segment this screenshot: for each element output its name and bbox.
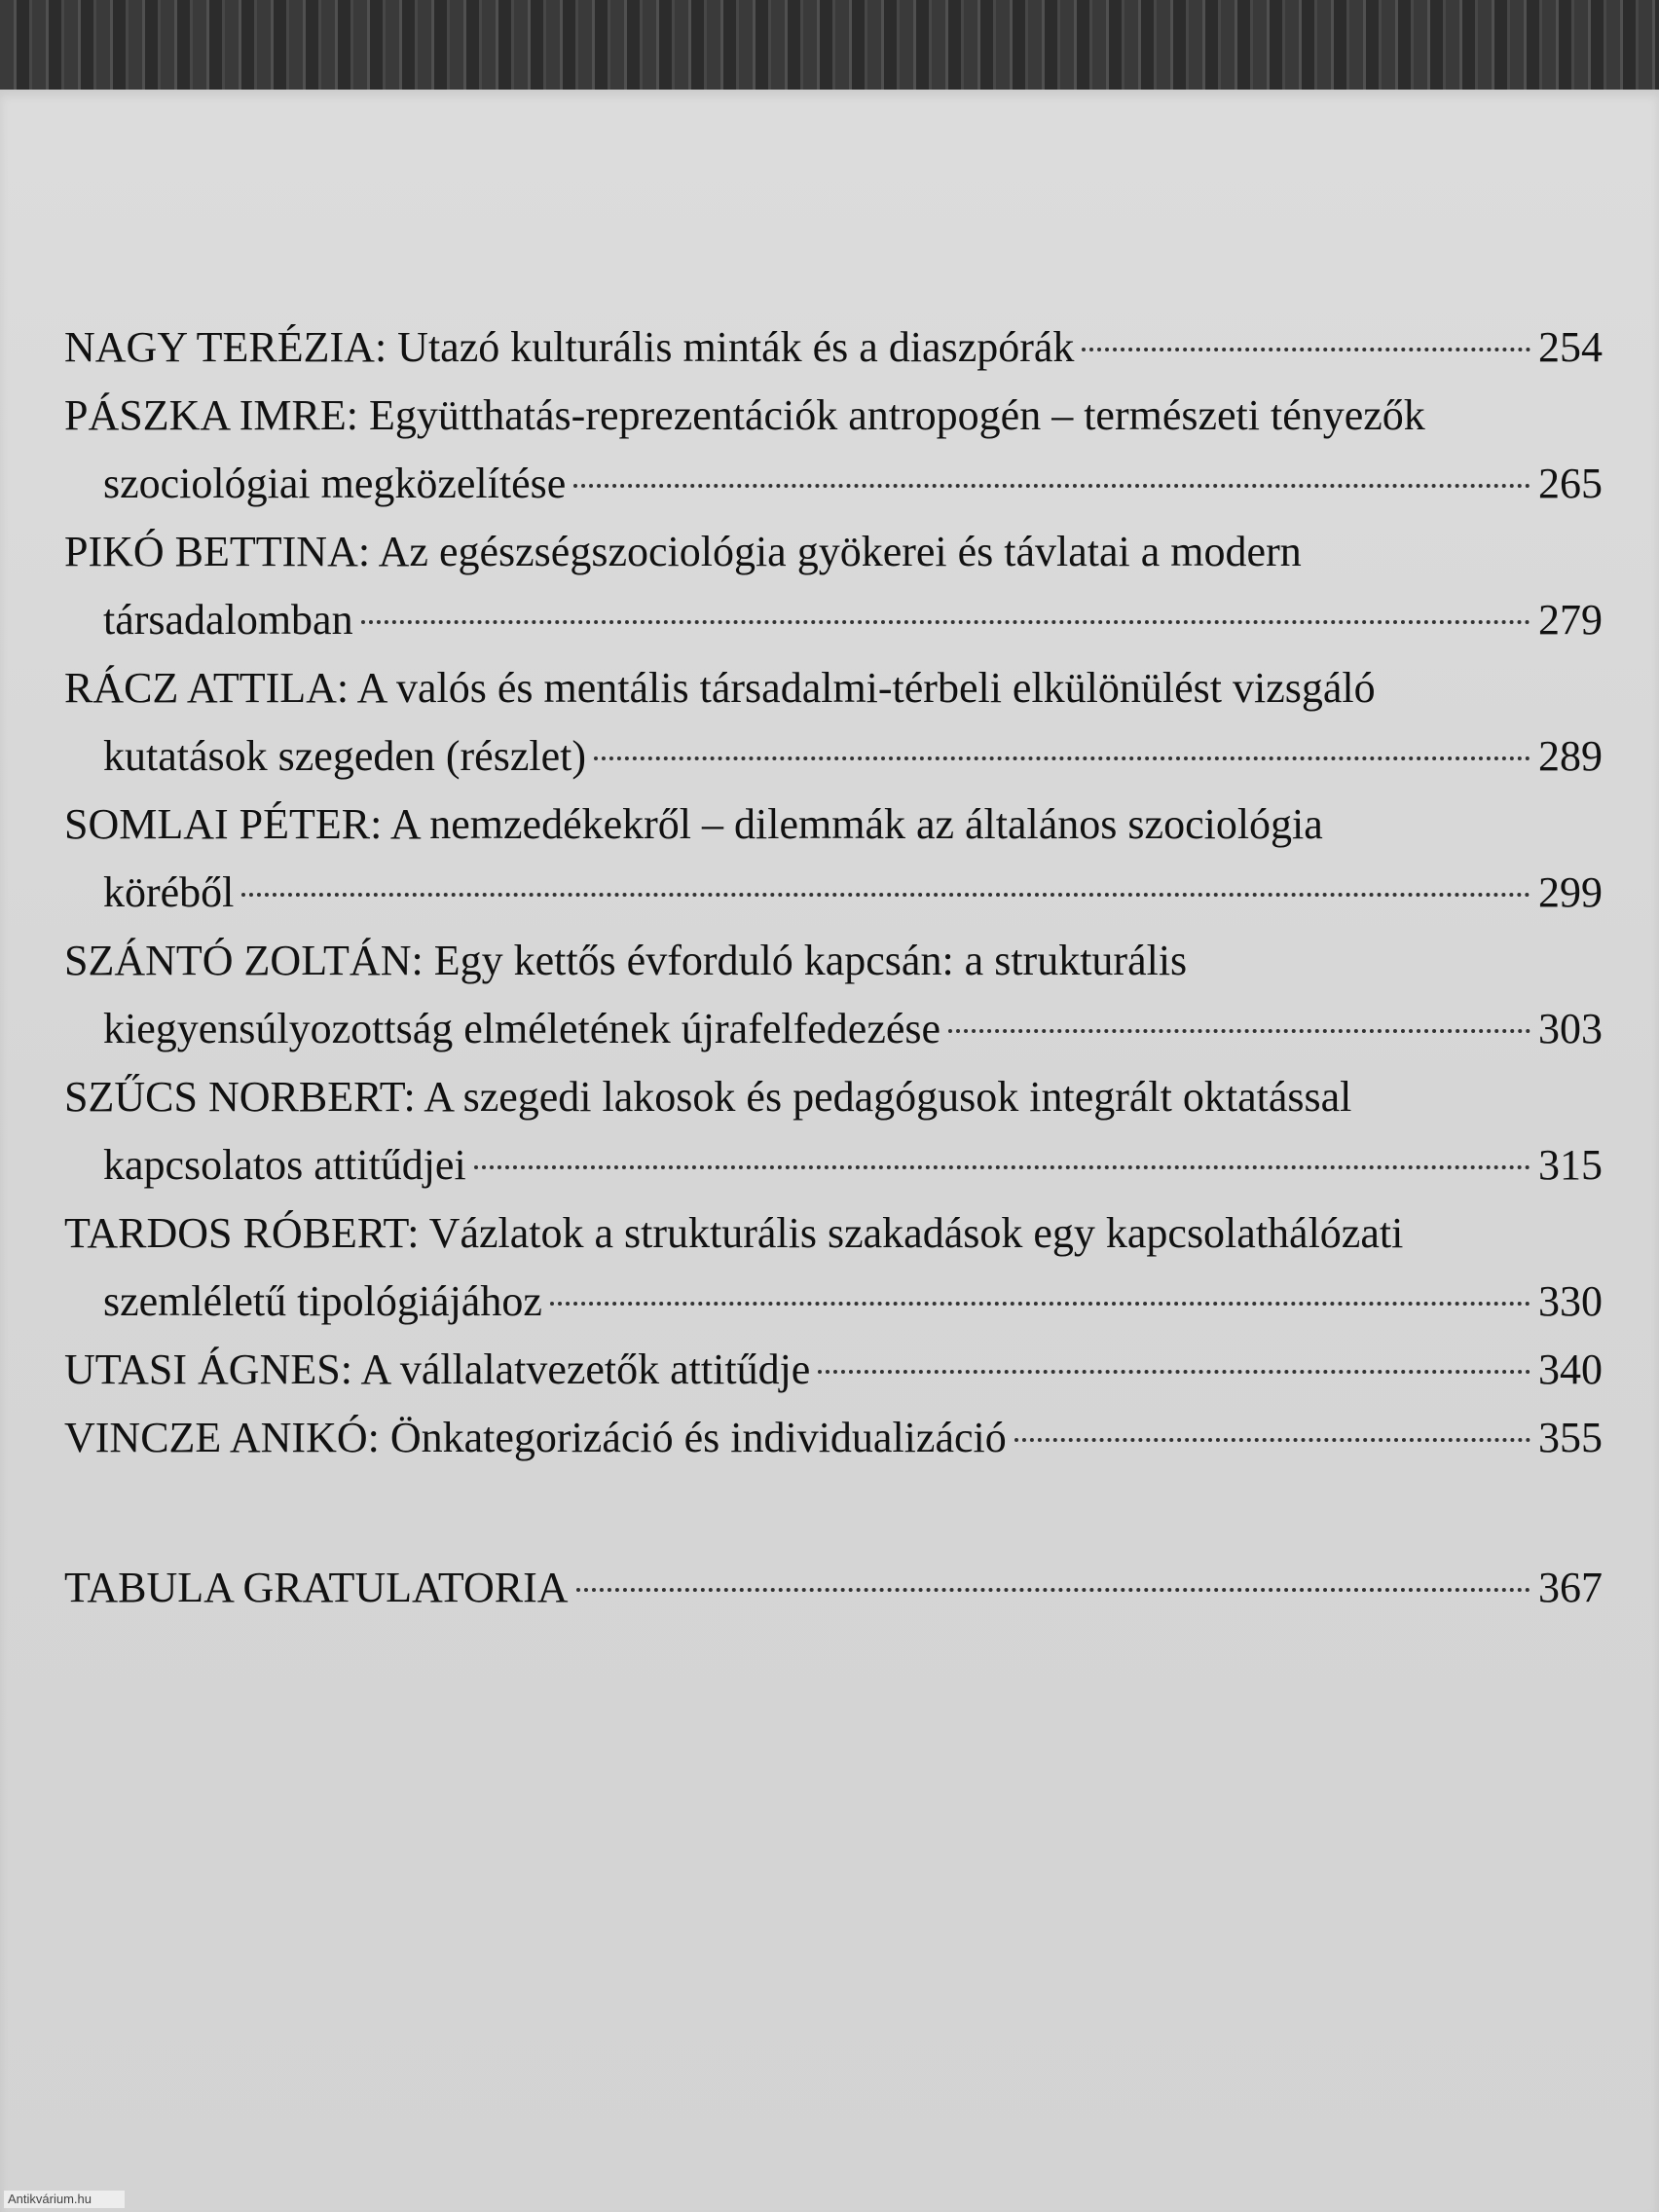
spacer (64, 1472, 1603, 1554)
background-strip (0, 0, 1659, 97)
entry-title: SZÁNTÓ ZOLTÁN: Egy kettős évforduló kapcsán: a strukturális (64, 937, 1188, 984)
toc-entry-final (64, 1554, 1603, 1622)
dot-leader (1014, 1438, 1530, 1442)
entry-title: SOMLAI PÉTER: A nemzedékekről – dilemmák az általános szociológia (64, 800, 1323, 848)
entry-title-continued: szociológiai megközelítése (103, 460, 567, 507)
dot-leader (550, 1302, 1530, 1306)
page-number: 303 (1538, 1005, 1603, 1052)
page-number: 265 (1538, 460, 1603, 507)
entry-title-continued: kapcsolatos attitűdjei (103, 1141, 466, 1189)
toc-entry (64, 382, 1603, 518)
entry-title: PÁSZKA IMRE: Együtthatás-reprezentációk antropogén – természeti tényezők (64, 391, 1425, 439)
entry-title-continued: kiegyensúlyozottság elméletének újrafelfedezése (103, 1005, 941, 1052)
entry-title: SZŰCS NORBERT: A szegedi lakosok és pedagógusok integrált oktatással (64, 1073, 1352, 1121)
watermark: Antikvárium.hu (4, 2191, 125, 2208)
toc-entry (64, 313, 1603, 382)
page-number: 330 (1538, 1277, 1603, 1325)
entry-title: TARDOS RÓBERT: Vázlatok a strukturális szakadások egy kapcsolathálózati (64, 1209, 1404, 1257)
toc-entry (64, 654, 1603, 791)
toc-entry (64, 1063, 1603, 1199)
entry-title-continued: köréből (103, 868, 235, 916)
toc-entry (64, 927, 1603, 1063)
dot-leader (594, 756, 1530, 760)
toc-entry (64, 1336, 1603, 1404)
dot-leader (1082, 348, 1530, 351)
page-number: 254 (1538, 323, 1603, 371)
page-number: 340 (1538, 1346, 1603, 1393)
dot-leader (818, 1370, 1530, 1374)
entry-title: RÁCZ ATTILA: A valós és mentális társadalmi-térbeli elkülönülést vizsgáló (64, 664, 1376, 712)
entry-title: UTASI ÁGNES: A vállalatvezetők attitűdje (64, 1346, 811, 1393)
entry-title: TABULA GRATULATORIA (64, 1564, 569, 1611)
dot-leader (573, 484, 1530, 488)
table-of-contents (64, 313, 1603, 1622)
page-number: 315 (1538, 1141, 1603, 1189)
entry-title: NAGY TERÉZIA: Utazó kulturális minták és a diaszpórák (64, 323, 1075, 371)
dot-leader (948, 1029, 1530, 1033)
entry-title-continued: társadalomban (103, 596, 353, 644)
entry-title: VINCZE ANIKÓ: Önkategorizáció és individualizáció (64, 1414, 1007, 1461)
toc-entry (64, 791, 1603, 927)
dot-leader (241, 893, 1530, 897)
dot-leader (361, 620, 1530, 624)
dot-leader (576, 1588, 1530, 1592)
entry-title: PIKÓ BETTINA: Az egészségszociológia gyökerei és távlatai a modern (64, 528, 1302, 575)
entry-title-continued: kutatások szegeden (részlet) (103, 732, 586, 780)
page-number: 279 (1538, 596, 1603, 644)
toc-entry (64, 518, 1603, 654)
page-number: 367 (1538, 1564, 1603, 1611)
page-number: 299 (1538, 868, 1603, 916)
toc-entry (64, 1404, 1603, 1472)
entry-title-continued: szemléletű tipológiájához (103, 1277, 542, 1325)
toc-entry (64, 1199, 1603, 1336)
page-number: 289 (1538, 732, 1603, 780)
page-number: 355 (1538, 1414, 1603, 1461)
dot-leader (474, 1165, 1530, 1169)
